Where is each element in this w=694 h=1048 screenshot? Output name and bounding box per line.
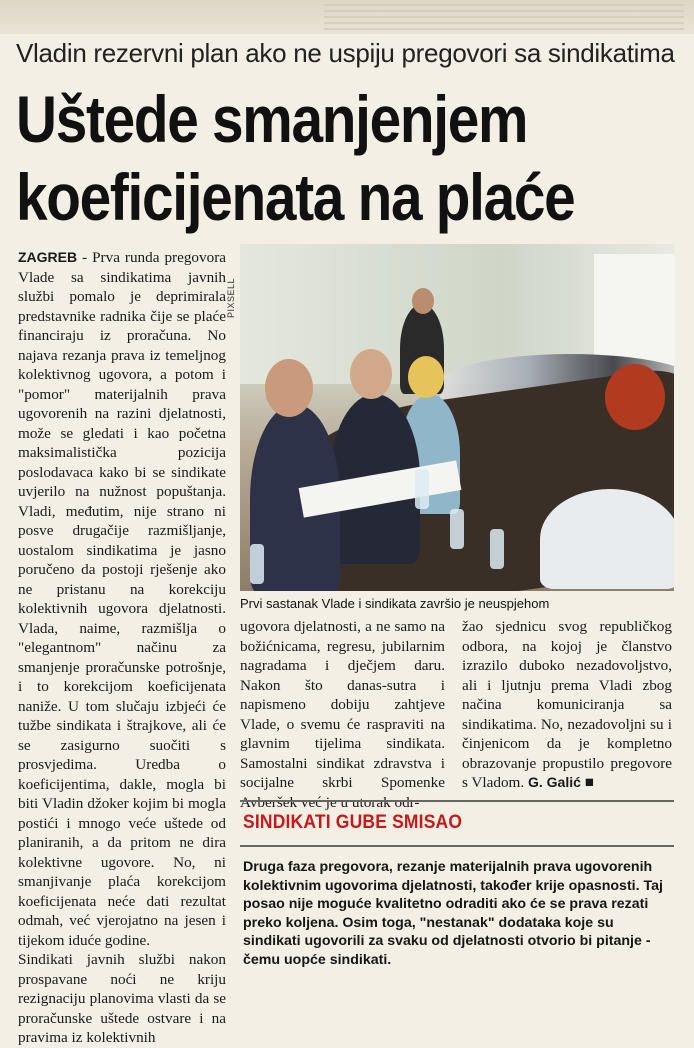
meeting-photo	[240, 244, 674, 591]
column-1-text-2: Sindikati javnih službi nakon prospavane noći ne kriju rezignaciju planovima vlasti da se proračunske uštede ostvare i na pravima iz kolektivnih	[18, 951, 226, 1046]
sidebar-body: Druga faza pregovora, rezanje materijalnih prava ugovorenih kolektivnim ugovorima djelatnosti, također krije opasnosti. Taj posao nije moguće kvalitetno odraditi ako će se prava rezati preko koljena. Osim toga, "nestanak" dodataka koje su sindikati ugovorili za svaku od djelatnosti otvorio bi pitanje - čemu uopće sindikati.	[243, 859, 663, 968]
article-headline	[16, 80, 592, 236]
dateline: ZAGREB	[18, 249, 78, 265]
photo-caption: Prvi sastanak Vlade i sindikata završio je neuspjehom	[240, 596, 550, 611]
headline-line-1: Uštede smanjenjem	[16, 82, 528, 156]
faded-text-strip	[324, 4, 684, 30]
sidebar-title-rule	[240, 845, 674, 847]
article-subhead: Vladin rezervni plan ako ne uspiju pregovori sa sindikatima	[16, 38, 675, 68]
sidebar-top-rule	[240, 800, 674, 802]
article-column-1	[18, 248, 226, 1048]
column-1-text: - Prva runda pregovora Vlade sa sindikatima javnih službi pomalo je deprimirala predstavnike radnika čije se plaće financiraju iz proračuna. No najava rezanja prava iz temeljnog kolektivnog ugovora, a potom i "pomor" materijalnih prava ugovorenih na razini djelatnosti, može se gledati i kao početna maksimalistička pozicija poslodavaca kako bi se sindikate uvjerilo na nužnost popuštanja. Vladi, međutim, nije strano ni posve drugačije razmišljanje, uostalom sindikatima je jasno poručeno da postoji rješenje ako ne pristanu na korekciju kolektivnih ugovora djelatnosti. Vlada, naime, razmišlja o "elegantnom" načinu za smanjenje proračunske potrošnje, i to korekcijom koeficijenata naniže. U tom slučaju izbjeći će tužbe sindikata i štrajkove, ali će se zasigurno suočiti s prosvjedima. Uredba o koeficijentima, dakle, mogla bi biti Vladin džoker kojim bi mogla postići i mnogo veće uštede od planiranih, a da pritom ne dira kolektivne ugovore. No, ni smanjivanje plaća korekcijom koeficijenata neće dati rezultat odmah, već vjerojatno na jesen i tijekom iduće godine.	[18, 249, 227, 949]
column-3-text: žao sjednicu svog republičkog odbora, na kojoj je članstvo izrazilo duboko nezadovoljstvo, ali i ljutnju prema Vladi zbog načina komuniciranja sa sindikatima. No, nezadovoljni su i činjenicom da je kompletno obrazovanje propustilo pregovore s Vladom.	[462, 618, 672, 791]
article-column-2: ugovora djelatnosti, a ne samo na božićnicama, regresu, jubilarnim nagradama i dječjem daru. Nakon što danas-sutra i napismeno dobiju zahtjeve Vlade, o svemu će raspraviti na glavnim tijelima sindikata. Samostalni sindikat zdravstva i socijalne skrbi Spomenke Avberšek već je u utorak odr-	[240, 618, 445, 811]
sidebar-title: SINDIKATI GUBE SMISAO	[243, 812, 463, 833]
photo-credit: PIXSELL	[226, 277, 236, 318]
article-column-3	[462, 617, 672, 793]
headline-line-2: koeficijenata na plaće	[16, 160, 575, 234]
top-strip	[0, 0, 694, 34]
author-signature: G. Galić	[527, 774, 581, 790]
end-mark: ■	[584, 774, 594, 791]
